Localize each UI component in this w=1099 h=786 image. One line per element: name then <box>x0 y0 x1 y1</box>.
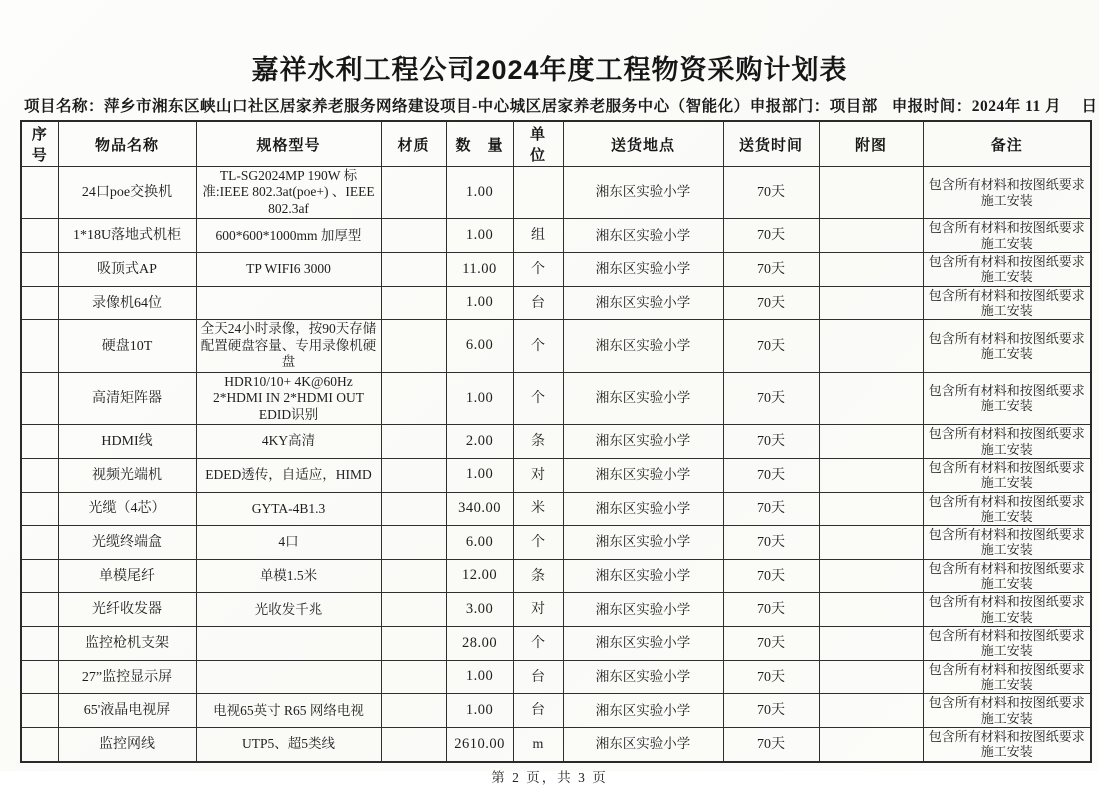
cell-qty: 1.00 <box>446 286 513 320</box>
cell-location: 湘东区实验小学 <box>563 627 723 661</box>
cell-time: 70天 <box>723 458 819 492</box>
cell-index <box>21 728 58 762</box>
cell-spec: 全天24小时录像，按90天存储配置硬盘容量、专用录像机硬盘 <box>196 320 381 372</box>
table-row <box>21 167 1091 219</box>
cell-location: 湘东区实验小学 <box>563 320 723 372</box>
cell-time: 70天 <box>723 219 819 253</box>
cell-spec: TL-SG2024MP 190W 标准:IEEE 802.3at(poe+) 、IEEE 802.3af <box>196 167 381 219</box>
cell-spec: 600*600*1000mm 加厚型 <box>196 219 381 253</box>
column-header-spec: 规格型号 <box>196 121 381 167</box>
cell-unit: 台 <box>513 660 563 694</box>
cell-remark: 包含所有材料和按图纸要求施工安装 <box>923 559 1091 593</box>
table-row <box>21 253 1091 287</box>
cell-remark: 包含所有材料和按图纸要求施工安装 <box>923 167 1091 219</box>
cell-material <box>381 167 446 219</box>
cell-time: 70天 <box>723 167 819 219</box>
cell-spec: TP WIFI6 3000 <box>196 253 381 287</box>
cell-name: 27”监控显示屏 <box>58 660 196 694</box>
cell-location: 湘东区实验小学 <box>563 660 723 694</box>
cell-name: HDMI线 <box>58 425 196 459</box>
cell-qty: 2610.00 <box>446 728 513 762</box>
cell-location: 湘东区实验小学 <box>563 253 723 287</box>
cell-figure <box>819 320 923 372</box>
table-container <box>20 120 1090 763</box>
cell-time: 70天 <box>723 694 819 728</box>
cell-location: 湘东区实验小学 <box>563 492 723 526</box>
cell-index <box>21 167 58 219</box>
table-row <box>21 627 1091 661</box>
cell-spec: EDED透传，自适应，HIMD <box>196 458 381 492</box>
table-row <box>21 694 1091 728</box>
table-row <box>21 526 1091 560</box>
cell-name: 单模尾纤 <box>58 559 196 593</box>
cell-material <box>381 219 446 253</box>
table-head <box>21 121 1091 167</box>
project-info-line <box>24 94 1099 116</box>
cell-remark: 包含所有材料和按图纸要求施工安装 <box>923 526 1091 560</box>
cell-time: 70天 <box>723 492 819 526</box>
cell-qty: 1.00 <box>446 458 513 492</box>
cell-material <box>381 728 446 762</box>
cell-spec <box>196 660 381 694</box>
cell-time: 70天 <box>723 559 819 593</box>
table-row <box>21 372 1091 424</box>
cell-material <box>381 492 446 526</box>
cell-name: 高清矩阵器 <box>58 372 196 424</box>
table-row <box>21 728 1091 762</box>
cell-remark: 包含所有材料和按图纸要求施工安装 <box>923 320 1091 372</box>
cell-unit: m <box>513 728 563 762</box>
cell-remark: 包含所有材料和按图纸要求施工安装 <box>923 286 1091 320</box>
cell-location: 湘东区实验小学 <box>563 559 723 593</box>
cell-remark: 包含所有材料和按图纸要求施工安装 <box>923 219 1091 253</box>
cell-unit: 台 <box>513 694 563 728</box>
cell-spec: 4KY高清 <box>196 425 381 459</box>
cell-time: 70天 <box>723 728 819 762</box>
cell-remark: 包含所有材料和按图纸要求施工安装 <box>923 458 1091 492</box>
cell-material <box>381 372 446 424</box>
cell-figure <box>819 458 923 492</box>
cell-material <box>381 559 446 593</box>
date-label: 申报时间： <box>891 98 972 115</box>
page-title: 嘉祥水利工程公司2024年度工程物资采购计划表 <box>251 55 848 85</box>
cell-time: 70天 <box>723 425 819 459</box>
cell-qty: 11.00 <box>446 253 513 287</box>
cell-qty: 1.00 <box>446 660 513 694</box>
cell-location: 湘东区实验小学 <box>563 167 723 219</box>
table-header-row <box>21 121 1091 167</box>
cell-location: 湘东区实验小学 <box>563 728 723 762</box>
cell-material <box>381 458 446 492</box>
cell-qty: 6.00 <box>446 526 513 560</box>
cell-spec: HDR10/10+ 4K@60Hz 2*HDMI IN 2*HDMI OUT EDID识别 <box>196 372 381 424</box>
cell-remark: 包含所有材料和按图纸要求施工安装 <box>923 253 1091 287</box>
cell-time: 70天 <box>723 593 819 627</box>
cell-index <box>21 286 58 320</box>
project-name-value: 萍乡市湘东区峡山口社区居家养老服务网络建设项目-中心城区居家养老服务中心（智能化） <box>104 98 750 115</box>
page-number: 第 2 页，共 3 页 <box>491 769 608 785</box>
cell-name: 65'液晶电视屏 <box>58 694 196 728</box>
cell-index <box>21 492 58 526</box>
column-header-index: 序号 <box>21 121 58 167</box>
cell-index <box>21 372 58 424</box>
column-header-location: 送货地点 <box>563 121 723 167</box>
procurement-table <box>20 120 1092 763</box>
cell-figure <box>819 627 923 661</box>
cell-name: 光纤收发器 <box>58 593 196 627</box>
cell-material <box>381 694 446 728</box>
cell-location: 湘东区实验小学 <box>563 694 723 728</box>
table-row <box>21 660 1091 694</box>
table-row <box>21 458 1091 492</box>
cell-material <box>381 593 446 627</box>
cell-material <box>381 253 446 287</box>
cell-material <box>381 660 446 694</box>
project-name-label: 项目名称： <box>24 98 105 115</box>
cell-name: 光缆终端盒 <box>58 526 196 560</box>
cell-index <box>21 559 58 593</box>
cell-location: 湘东区实验小学 <box>563 372 723 424</box>
cell-location: 湘东区实验小学 <box>563 425 723 459</box>
column-header-time: 送货时间 <box>723 121 819 167</box>
cell-unit: 条 <box>513 559 563 593</box>
cell-spec: 电视65英寸 R65 网络电视 <box>196 694 381 728</box>
cell-figure <box>819 219 923 253</box>
cell-unit: 组 <box>513 219 563 253</box>
column-header-name: 物品名称 <box>58 121 196 167</box>
cell-index <box>21 660 58 694</box>
cell-qty: 1.00 <box>446 167 513 219</box>
cell-name: 1*18U落地式机柜 <box>58 219 196 253</box>
cell-spec: 单模1.5米 <box>196 559 381 593</box>
table-row <box>21 286 1091 320</box>
column-header-unit: 单 位 <box>513 121 563 167</box>
cell-location: 湘东区实验小学 <box>563 219 723 253</box>
cell-unit: 个 <box>513 320 563 372</box>
cell-location: 湘东区实验小学 <box>563 593 723 627</box>
cell-name: 吸顶式AP <box>58 253 196 287</box>
column-header-figure: 附图 <box>819 121 923 167</box>
cell-name: 24口poe交换机 <box>58 167 196 219</box>
cell-name: 监控枪机支架 <box>58 627 196 661</box>
cell-time: 70天 <box>723 660 819 694</box>
table-row <box>21 425 1091 459</box>
cell-figure <box>819 593 923 627</box>
cell-index <box>21 253 58 287</box>
cell-remark: 包含所有材料和按图纸要求施工安装 <box>923 372 1091 424</box>
cell-figure <box>819 425 923 459</box>
cell-index <box>21 526 58 560</box>
cell-name: 硬盘10T <box>58 320 196 372</box>
cell-unit: 个 <box>513 253 563 287</box>
cell-index <box>21 320 58 372</box>
cell-remark: 包含所有材料和按图纸要求施工安装 <box>923 660 1091 694</box>
cell-spec: GYTA-4B1.3 <box>196 492 381 526</box>
cell-index <box>21 219 58 253</box>
cell-unit: 对 <box>513 593 563 627</box>
cell-index <box>21 593 58 627</box>
cell-figure <box>819 660 923 694</box>
cell-spec: 光收发千兆 <box>196 593 381 627</box>
date-value: 2024年 11 月 日 <box>971 98 1098 115</box>
cell-unit: 个 <box>513 627 563 661</box>
cell-name: 视频光端机 <box>58 458 196 492</box>
cell-unit: 个 <box>513 526 563 560</box>
column-header-material: 材质 <box>381 121 446 167</box>
cell-qty: 12.00 <box>446 559 513 593</box>
cell-qty: 28.00 <box>446 627 513 661</box>
cell-name: 监控网线 <box>58 728 196 762</box>
cell-remark: 包含所有材料和按图纸要求施工安装 <box>923 627 1091 661</box>
cell-time: 70天 <box>723 253 819 287</box>
cell-unit: 条 <box>513 425 563 459</box>
cell-time: 70天 <box>723 627 819 661</box>
cell-spec <box>196 627 381 661</box>
cell-figure <box>819 526 923 560</box>
cell-remark: 包含所有材料和按图纸要求施工安装 <box>923 728 1091 762</box>
cell-remark: 包含所有材料和按图纸要求施工安装 <box>923 593 1091 627</box>
cell-figure <box>819 372 923 424</box>
cell-unit: 米 <box>513 492 563 526</box>
cell-figure <box>819 559 923 593</box>
cell-qty: 1.00 <box>446 219 513 253</box>
cell-unit: 对 <box>513 458 563 492</box>
cell-location: 湘东区实验小学 <box>563 286 723 320</box>
cell-figure <box>819 492 923 526</box>
table-body <box>21 167 1091 762</box>
cell-qty: 2.00 <box>446 425 513 459</box>
table-row <box>21 320 1091 372</box>
cell-index <box>21 458 58 492</box>
cell-remark: 包含所有材料和按图纸要求施工安装 <box>923 694 1091 728</box>
cell-time: 70天 <box>723 526 819 560</box>
cell-qty: 340.00 <box>446 492 513 526</box>
cell-location: 湘东区实验小学 <box>563 458 723 492</box>
cell-figure <box>819 167 923 219</box>
table-row <box>21 593 1091 627</box>
cell-location: 湘东区实验小学 <box>563 526 723 560</box>
cell-name: 光缆（4芯） <box>58 492 196 526</box>
cell-spec: 4口 <box>196 526 381 560</box>
column-header-qty: 数 量 <box>446 121 513 167</box>
column-header-remark: 备注 <box>923 121 1091 167</box>
cell-remark: 包含所有材料和按图纸要求施工安装 <box>923 492 1091 526</box>
cell-figure <box>819 253 923 287</box>
cell-unit <box>513 167 563 219</box>
cell-unit: 台 <box>513 286 563 320</box>
cell-material <box>381 286 446 320</box>
cell-index <box>21 627 58 661</box>
cell-material <box>381 425 446 459</box>
cell-remark: 包含所有材料和按图纸要求施工安装 <box>923 425 1091 459</box>
cell-qty: 3.00 <box>446 593 513 627</box>
cell-figure <box>819 286 923 320</box>
cell-material <box>381 627 446 661</box>
cell-figure <box>819 728 923 762</box>
cell-time: 70天 <box>723 372 819 424</box>
cell-spec <box>196 286 381 320</box>
cell-time: 70天 <box>723 286 819 320</box>
table-row <box>21 219 1091 253</box>
cell-index <box>21 425 58 459</box>
cell-qty: 6.00 <box>446 320 513 372</box>
department-label: 申报部门： <box>749 98 830 115</box>
table-row <box>21 492 1091 526</box>
cell-name: 录像机64位 <box>58 286 196 320</box>
cell-figure <box>819 694 923 728</box>
cell-index <box>21 694 58 728</box>
cell-material <box>381 320 446 372</box>
cell-qty: 1.00 <box>446 372 513 424</box>
cell-qty: 1.00 <box>446 694 513 728</box>
cell-time: 70天 <box>723 320 819 372</box>
department-value: 项目部 <box>829 98 878 115</box>
cell-material <box>381 526 446 560</box>
cell-spec: UTP5、超5类线 <box>196 728 381 762</box>
table-row <box>21 559 1091 593</box>
cell-unit: 个 <box>513 372 563 424</box>
